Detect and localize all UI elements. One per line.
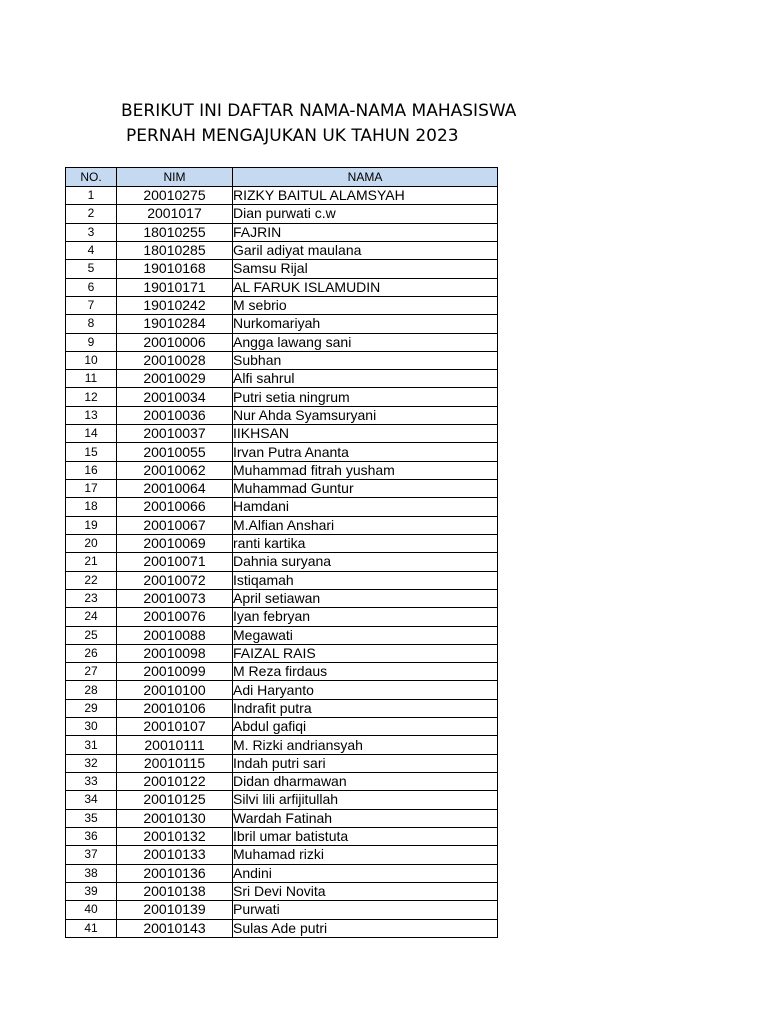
row-nama: Dian purwati c.w — [233, 205, 498, 223]
table-body — [66, 187, 498, 938]
header-nama: NAMA — [233, 168, 498, 187]
row-number: 39 — [66, 882, 117, 900]
row-nama: M Reza firdaus — [233, 663, 498, 681]
table-row — [66, 205, 498, 223]
row-nim: 20010106 — [117, 699, 233, 717]
row-nim: 20010125 — [117, 791, 233, 809]
table-row — [66, 791, 498, 809]
row-number: 22 — [66, 571, 117, 589]
row-nim: 18010285 — [117, 241, 233, 259]
row-nama: M sebrio — [233, 296, 498, 314]
row-nim: 20010036 — [117, 406, 233, 424]
row-number: 28 — [66, 681, 117, 699]
row-nim: 19010242 — [117, 296, 233, 314]
row-nama: Hamdani — [233, 498, 498, 516]
row-nama: Silvi lili arfijitullah — [233, 791, 498, 809]
row-number: 15 — [66, 443, 117, 461]
row-nama: Wardah Fatinah — [233, 809, 498, 827]
row-nama: Adi Haryanto — [233, 681, 498, 699]
row-number: 8 — [66, 315, 117, 333]
table-header-row — [66, 168, 498, 187]
row-nama: Muhammad Guntur — [233, 480, 498, 498]
table-row — [66, 846, 498, 864]
row-nama: ranti kartika — [233, 534, 498, 552]
table-row — [66, 663, 498, 681]
row-number: 1 — [66, 187, 117, 205]
row-nim: 20010111 — [117, 736, 233, 754]
row-nama: Andini — [233, 864, 498, 882]
row-nim: 20010138 — [117, 882, 233, 900]
table-row — [66, 608, 498, 626]
row-number: 33 — [66, 773, 117, 791]
row-nama: M. Rizki andriansyah — [233, 736, 498, 754]
row-number: 35 — [66, 809, 117, 827]
header-no: NO. — [66, 168, 117, 187]
row-nama: Angga lawang sani — [233, 333, 498, 351]
row-nama: M.Alfian Anshari — [233, 516, 498, 534]
table-row — [66, 461, 498, 479]
table-row — [66, 406, 498, 424]
row-nama: FAIZAL RAIS — [233, 644, 498, 662]
row-nim: 20010029 — [117, 370, 233, 388]
page-title-line-1: BERIKUT INI DAFTAR NAMA-NAMA MAHASISWA — [121, 101, 517, 121]
row-nama: Subhan — [233, 351, 498, 369]
table-row — [66, 388, 498, 406]
row-nim: 20010064 — [117, 480, 233, 498]
row-nama: Putri setia ningrum — [233, 388, 498, 406]
row-nim: 20010130 — [117, 809, 233, 827]
row-nim: 20010115 — [117, 754, 233, 772]
row-nama: AL FARUK ISLAMUDIN — [233, 278, 498, 296]
row-nim: 20010069 — [117, 534, 233, 552]
table-row — [66, 516, 498, 534]
row-number: 12 — [66, 388, 117, 406]
row-number: 24 — [66, 608, 117, 626]
row-nama: IIKHSAN — [233, 425, 498, 443]
table-row — [66, 480, 498, 498]
row-nama: Garil adiyat maulana — [233, 241, 498, 259]
row-nim: 20010107 — [117, 718, 233, 736]
row-nama: Nurkomariyah — [233, 315, 498, 333]
row-number: 36 — [66, 827, 117, 845]
row-nama: Samsu Rijal — [233, 260, 498, 278]
row-nama: Ibril umar batistuta — [233, 827, 498, 845]
row-number: 9 — [66, 333, 117, 351]
row-nim: 20010076 — [117, 608, 233, 626]
row-nim: 20010066 — [117, 498, 233, 516]
row-nama: Dahnia suryana — [233, 553, 498, 571]
row-nama: Irvan Putra Ananta — [233, 443, 498, 461]
table-row — [66, 809, 498, 827]
table-row — [66, 260, 498, 278]
row-number: 2 — [66, 205, 117, 223]
row-nama: RIZKY BAITUL ALAMSYAH — [233, 187, 498, 205]
row-number: 5 — [66, 260, 117, 278]
row-nim: 19010168 — [117, 260, 233, 278]
table-row — [66, 864, 498, 882]
row-nim: 20010067 — [117, 516, 233, 534]
row-nim: 20010073 — [117, 589, 233, 607]
row-number: 4 — [66, 241, 117, 259]
row-number: 16 — [66, 461, 117, 479]
row-number: 41 — [66, 919, 117, 937]
table-row — [66, 333, 498, 351]
table-row — [66, 425, 498, 443]
row-number: 32 — [66, 754, 117, 772]
table-row — [66, 718, 498, 736]
row-nama: Megawati — [233, 626, 498, 644]
table-row — [66, 773, 498, 791]
row-nim: 20010055 — [117, 443, 233, 461]
row-number: 38 — [66, 864, 117, 882]
row-number: 17 — [66, 480, 117, 498]
table-row — [66, 187, 498, 205]
table-row — [66, 589, 498, 607]
row-nim: 20010062 — [117, 461, 233, 479]
row-nim: 20010139 — [117, 901, 233, 919]
row-number: 10 — [66, 351, 117, 369]
table-row — [66, 223, 498, 241]
table-row — [66, 901, 498, 919]
row-nama: Didan dharmawan — [233, 773, 498, 791]
row-nama: Abdul gafiqi — [233, 718, 498, 736]
row-number: 14 — [66, 425, 117, 443]
row-nim: 20010088 — [117, 626, 233, 644]
row-nama: Indah putri sari — [233, 754, 498, 772]
table-row — [66, 699, 498, 717]
table-row — [66, 681, 498, 699]
page-title-line-2: PERNAH MENGAJUKAN UK TAHUN 2023 — [126, 126, 459, 146]
row-nim: 19010284 — [117, 315, 233, 333]
row-nim: 20010098 — [117, 644, 233, 662]
table-row — [66, 644, 498, 662]
row-number: 23 — [66, 589, 117, 607]
table-row — [66, 571, 498, 589]
row-nim: 20010034 — [117, 388, 233, 406]
row-nim: 20010006 — [117, 333, 233, 351]
row-nim: 20010028 — [117, 351, 233, 369]
row-number: 27 — [66, 663, 117, 681]
row-nim: 20010122 — [117, 773, 233, 791]
row-nama: Iyan febryan — [233, 608, 498, 626]
row-nim: 20010133 — [117, 846, 233, 864]
row-number: 34 — [66, 791, 117, 809]
table-row — [66, 351, 498, 369]
row-nim: 20010275 — [117, 187, 233, 205]
table-row — [66, 370, 498, 388]
row-number: 18 — [66, 498, 117, 516]
header-nim: NIM — [117, 168, 233, 187]
row-number: 19 — [66, 516, 117, 534]
row-nama: April setiawan — [233, 589, 498, 607]
row-number: 40 — [66, 901, 117, 919]
row-number: 3 — [66, 223, 117, 241]
table-row — [66, 626, 498, 644]
row-number: 31 — [66, 736, 117, 754]
row-nama: Sulas Ade putri — [233, 919, 498, 937]
row-nim: 18010255 — [117, 223, 233, 241]
row-nama: Nur Ahda Syamsuryani — [233, 406, 498, 424]
row-nim: 2001017 — [117, 205, 233, 223]
row-nama: Istiqamah — [233, 571, 498, 589]
table-row — [66, 919, 498, 937]
row-number: 21 — [66, 553, 117, 571]
row-number: 11 — [66, 370, 117, 388]
row-nim: 20010072 — [117, 571, 233, 589]
row-nim: 20010100 — [117, 681, 233, 699]
row-nim: 19010171 — [117, 278, 233, 296]
row-nama: FAJRIN — [233, 223, 498, 241]
row-number: 26 — [66, 644, 117, 662]
row-number: 37 — [66, 846, 117, 864]
table-row — [66, 553, 498, 571]
row-nama: Alfi sahrul — [233, 370, 498, 388]
row-number: 13 — [66, 406, 117, 424]
row-nim: 20010132 — [117, 827, 233, 845]
row-nim: 20010143 — [117, 919, 233, 937]
student-table — [65, 167, 498, 938]
table-row — [66, 296, 498, 314]
table-row — [66, 754, 498, 772]
row-nim: 20010136 — [117, 864, 233, 882]
row-number: 20 — [66, 534, 117, 552]
table-row — [66, 241, 498, 259]
row-number: 30 — [66, 718, 117, 736]
table-row — [66, 736, 498, 754]
table-row — [66, 498, 498, 516]
row-number: 7 — [66, 296, 117, 314]
row-nama: Muhammad fitrah yusham — [233, 461, 498, 479]
row-nama: Muhamad rizki — [233, 846, 498, 864]
table-row — [66, 443, 498, 461]
row-nama: Purwati — [233, 901, 498, 919]
row-number: 25 — [66, 626, 117, 644]
row-nama: Sri Devi Novita — [233, 882, 498, 900]
row-nim: 20010071 — [117, 553, 233, 571]
table-row — [66, 882, 498, 900]
row-number: 6 — [66, 278, 117, 296]
table-row — [66, 534, 498, 552]
row-nim: 20010037 — [117, 425, 233, 443]
table-row — [66, 278, 498, 296]
row-nim: 20010099 — [117, 663, 233, 681]
table-row — [66, 315, 498, 333]
row-nama: Indrafit putra — [233, 699, 498, 717]
row-number: 29 — [66, 699, 117, 717]
table-row — [66, 827, 498, 845]
